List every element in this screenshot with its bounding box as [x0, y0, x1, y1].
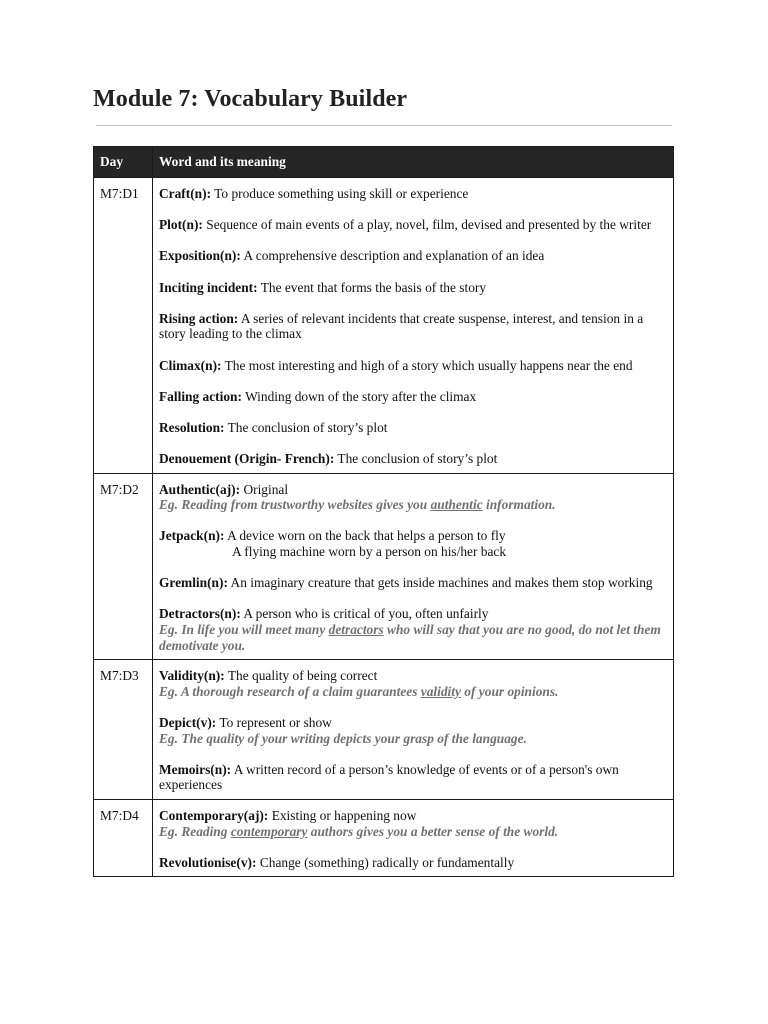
vocab-meaning: Original — [243, 481, 289, 497]
words-cell — [153, 178, 674, 474]
example-text: Eg. A thorough research of a claim guarantees — [159, 683, 421, 699]
vocab-term: Revolutionise(v): — [159, 854, 257, 870]
vocab-term: Rising action: — [159, 310, 239, 326]
vocab-meaning: Winding down of the story after the climax — [245, 388, 477, 404]
example-text: Eg. The quality of your writing depicts your grasp of the language. — [159, 730, 527, 746]
example-highlight-word: validity — [420, 683, 461, 699]
vocab-meaning: The conclusion of story’s plot — [337, 451, 498, 467]
example-text: Eg. Reading from trustworthy websites gives you — [159, 497, 431, 513]
vocab-entry — [159, 855, 667, 871]
vocab-term: Authentic(aj): — [159, 481, 241, 497]
vocab-meaning: The conclusion of story’s plot — [227, 419, 388, 435]
vocab-entry — [159, 217, 667, 233]
vocab-meaning: To represent or show — [219, 715, 332, 730]
vocab-meaning: A series of relevant incidents that create suspense, interest, and tension in a story leading to the climax — [159, 310, 644, 342]
table-row — [94, 799, 674, 876]
vocab-term: Craft(n): — [159, 186, 212, 201]
vocab-entry — [159, 311, 667, 342]
vocab-meaning: The most interesting and high of a story which usually happens near the end — [224, 357, 633, 373]
vocab-term: Jetpack(n): — [159, 528, 225, 544]
vocab-meaning: The event that forms the basis of the story — [260, 279, 487, 295]
vocab-meaning: A person who is critical of you, often unfairly — [243, 606, 489, 622]
example-text: Eg. In life you will meet many — [159, 622, 329, 638]
day-cell: M7:D1 — [94, 178, 153, 474]
vocab-meaning: Change (something) radically or fundamentally — [259, 854, 515, 870]
vocab-meaning: Existing or happening now — [271, 807, 417, 823]
vocab-meaning: A device worn on the back that helps a person to fly — [227, 528, 506, 544]
vocab-example — [159, 622, 667, 653]
vocab-term: Plot(n): — [159, 217, 203, 233]
words-cell — [153, 660, 674, 800]
example-highlight-word: contemporary — [230, 823, 308, 839]
example-text: Eg. Reading — [159, 823, 231, 839]
words-cell — [153, 473, 674, 660]
vocab-example — [159, 731, 667, 747]
vocab-meaning: A comprehensive description and explanation of an idea — [243, 248, 545, 264]
day-cell: M7:D4 — [94, 799, 153, 876]
vocab-entry — [159, 528, 667, 559]
vocab-entry — [159, 389, 667, 405]
page-title: Module 7: Vocabulary Builder — [93, 86, 408, 112]
vocab-term: Exposition(n): — [159, 248, 241, 264]
vocab-term: Denouement (Origin- French): — [159, 451, 335, 467]
day-cell: M7:D2 — [94, 473, 153, 660]
header-word-meaning: Word and its meaning — [153, 147, 674, 178]
vocab-example — [159, 497, 667, 513]
vocab-term: Memoirs(n): — [159, 761, 232, 777]
example-text: authors gives you a better sense of the world. — [307, 823, 559, 839]
header-day: Day — [94, 147, 153, 178]
vocab-entry — [159, 762, 667, 793]
vocab-term: Depict(v): — [159, 715, 217, 730]
vocab-meaning-alt: A flying machine worn by a person on his/her back — [232, 544, 507, 560]
vocab-entry — [159, 358, 667, 374]
vocab-term: Falling action: — [159, 388, 242, 404]
table-row — [94, 473, 674, 660]
vocab-example — [159, 824, 667, 840]
table-row — [94, 660, 674, 800]
vocab-entry — [159, 451, 667, 467]
vocab-entry — [159, 575, 667, 591]
vocabulary-table — [93, 146, 674, 877]
vocab-term: Resolution: — [159, 419, 225, 435]
vocab-entry — [159, 186, 667, 202]
example-text: information. — [482, 497, 556, 513]
vocab-entry — [159, 248, 667, 264]
vocab-meaning: A written record of a person’s knowledge of events or of a person's own experiences — [159, 761, 619, 793]
vocab-term: Climax(n): — [159, 357, 222, 373]
table-header-row — [94, 147, 674, 178]
vocab-entry — [159, 808, 667, 839]
example-text: of your opinions. — [460, 683, 559, 699]
vocab-entry — [159, 280, 667, 296]
vocab-term: Contemporary(aj): — [159, 807, 269, 823]
vocab-meaning: Sequence of main events of a play, novel, film, devised and presented by the writer — [206, 217, 652, 233]
vocab-entry — [159, 420, 667, 436]
vocab-meaning: The quality of being correct — [227, 668, 378, 684]
vocab-entry — [159, 606, 667, 653]
table-row — [94, 178, 674, 474]
vocab-example — [159, 684, 667, 700]
words-cell — [153, 799, 674, 876]
example-highlight-word: detractors — [328, 622, 384, 638]
day-cell: M7:D3 — [94, 660, 153, 800]
vocab-meaning: To produce something using skill or experience — [214, 186, 469, 201]
vocab-term: Validity(n): — [159, 668, 225, 684]
vocab-entry — [159, 668, 667, 699]
vocab-term: Detractors(n): — [159, 606, 241, 622]
vocab-entry — [159, 482, 667, 513]
vocab-term: Gremlin(n): — [159, 575, 228, 591]
vocab-entry — [159, 715, 667, 746]
example-text: who will say that you are no good, do not let them demotivate you. — [159, 622, 661, 653]
title-divider — [96, 125, 672, 126]
vocab-meaning: An imaginary creature that gets inside machines and makes them stop working — [230, 575, 653, 591]
vocab-term: Inciting incident: — [159, 279, 258, 295]
example-highlight-word: authentic — [430, 497, 483, 513]
